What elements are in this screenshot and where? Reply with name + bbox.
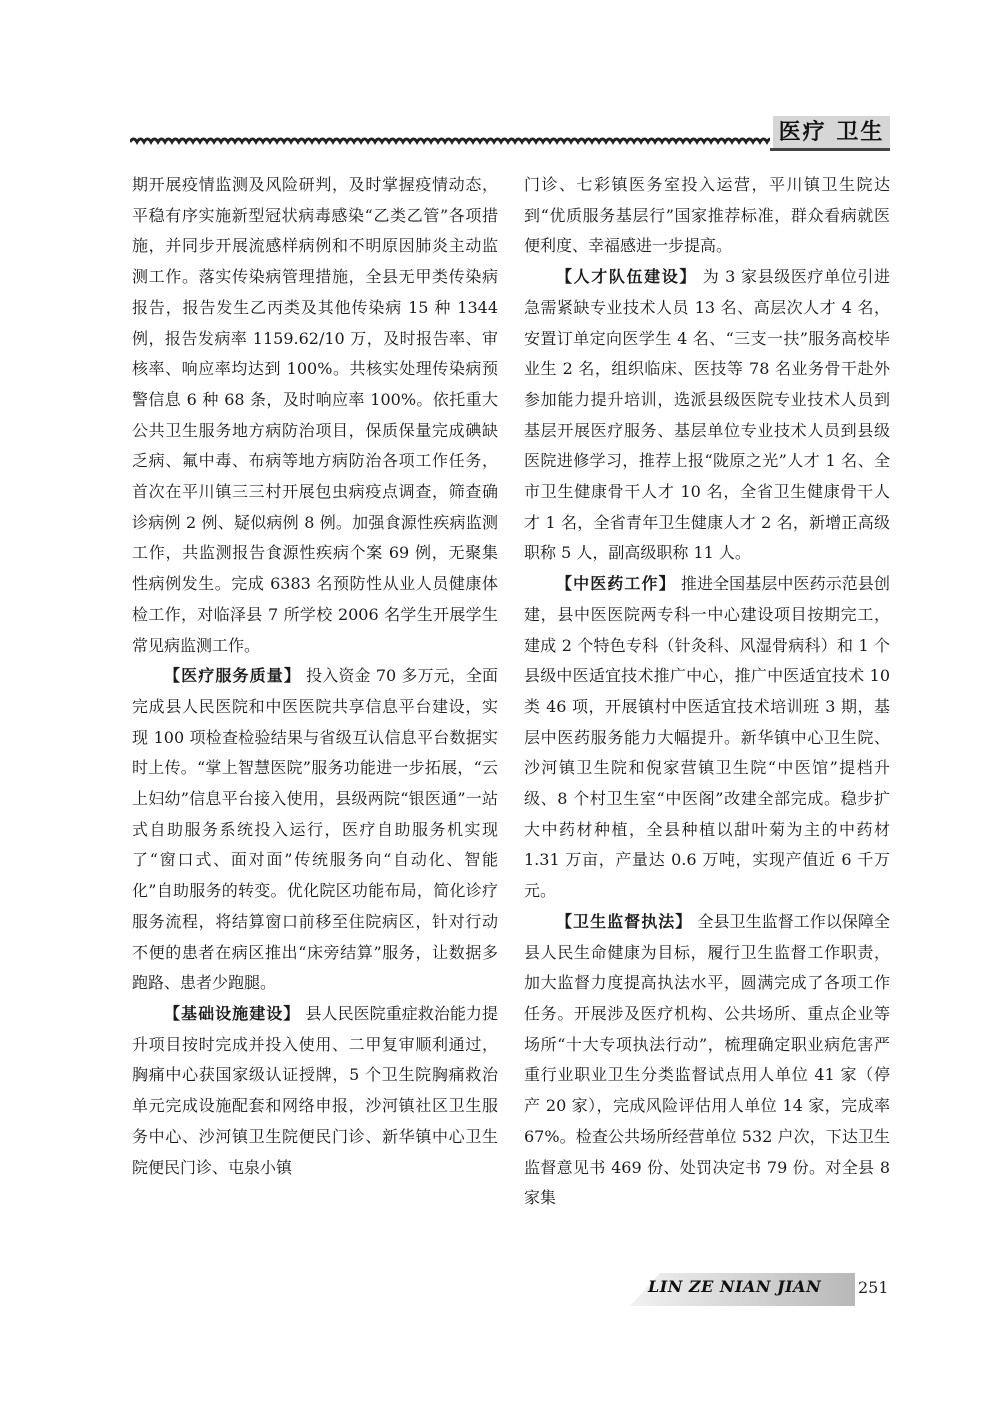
left-paragraph-2 <box>132 661 498 999</box>
page-number: 251 <box>858 1278 889 1297</box>
left-paragraph-3-body: 县人民医院重症救治能力提升项目按时完成并投入使用、二甲复审顺利通过，胸痛中心获国家级认证授牌，5 个卫生院胸痛救治单元完成设施配套和网络申报，沙河镇社区卫生服务中心、沙河镇卫生院便民门诊、新华镇中心卫生院便民门诊、屯泉小镇 <box>132 1003 498 1177</box>
heading-infrastructure: 【基础设施建设】 <box>164 1003 301 1023</box>
heading-talent-team: 【人才队伍建设】 <box>556 267 698 287</box>
right-paragraph-4 <box>524 907 890 1214</box>
heading-tcm-work: 【中医药工作】 <box>556 574 676 594</box>
running-title: LIN ZE NIAN JIAN <box>648 1277 822 1296</box>
left-paragraph-2-body: 投入资金 70 多万元，全面完成县人民医院和中医医院共享信息平台建设，实现 100 项检查检验结果与省级互认信息平台数据实时上传。“掌上智慧医院”服务功能进一步拓展，“云上妇幼”信息平台接入使用，县级两院“银医通”一站式自助服务系统投入运行，医疗自助服务机实现了“窗口式、面对面”传统服务向“自动化、智能化”自助服务的转变。优化院区功能布局，简化诊疗服务流程，将结算窗口前移至住院病区，针对行动不便的患者在病区推出“床旁结算”服务，让数据多跑路、患者少跑腿。 <box>132 666 498 993</box>
heading-health-supervision: 【卫生监督执法】 <box>556 911 693 931</box>
right-paragraph-1: 门诊、七彩镇医务室投入运营，平川镇卫生院达到“优质服务基层行”国家推荐标准，群众看病就医便利度、幸福感进一步提高。 <box>524 175 890 256</box>
header-wave-rule <box>130 127 770 157</box>
section-tag: 医疗 卫生 <box>773 116 890 148</box>
left-column <box>132 170 498 1183</box>
right-paragraph-4-body: 全县卫生监督工作以保障全县人民生命健康为目标，履行卫生监督工作职责，加大监督力度提高执法水平，圆满完成了各项工作任务。开展涉及医疗机构、公共场所、重点企业等场所“十大专项执法行动”，梳理确定职业病危害严重行业职业卫生分类监督试点用人单位 41 家（停产 20 家），完成风险评估用人单位 14 家，完成率 67%。检查公共场所经营单位 532 户次，下达卫生监督意见书 469 份、处罚决定书 79 份。对全县 8 家集 <box>524 911 890 1208</box>
heading-medical-service-quality: 【医疗服务质量】 <box>164 666 301 686</box>
right-paragraph-3 <box>524 569 890 907</box>
right-paragraph-2-body: 为 3 家县级医疗单位引进急需紧缺专业技术人员 13 名、高层次人才 4 名，安置订单定向医学生 4 名、“三支一扶”服务高校毕业生 2 名，组织临床、医技等 78 名业务骨干赴外参加能力提升培训，选派县级医院专业技术人员到基层开展医疗服务、基层单位专业技术人员到县级医院进修学习，推荐上报“陇原之光”人才 1 名、全市卫生健康骨干人才 10 名，全省卫生健康骨干人才 1 名，全省青年卫生健康人才 2 名，新增正高级职称 5 人，副高级职称 11 人。 <box>524 267 890 563</box>
right-paragraph-3-body: 推进全国基层中医药示范县创建，县中医医院两专科一中心建设项目按期完工，建成 2 个特色专科（针灸科、风湿骨病科）和 1 个县级中医适宜技术推广中心，推广中医适宜技术 10 类 46 项，开展镇村中医适宜技术培训班 3 期，基层中医药服务能力大幅提升。新华镇中心卫生院、沙河镇卫生院和倪家营镇卫生院“中医馆”提档升级、8 个村卫生室“中医阁”改建全部完成。稳步扩大中药材种植，全县种植以甜叶菊为主的中药材 1.31 万亩，产量达 0.6 万吨，实现产值近 6 千万元。 <box>524 574 890 901</box>
left-paragraph-1: 期开展疫情监测及风险研判，及时掌握疫情动态，平稳有序实施新型冠状病毒感染“乙类乙管”各项措施，并同步开展流感样病例和不明原因肺炎主动监测工作。落实传染病管理措施，全县无甲类传染病报告，报告发生乙丙类及其他传染病 15 种 1344 例，报告发病率 1159.62/10 万，及时报告率、审核率、响应率均达到 100%。共核实处理传染病预警信息 6 种 68 条，及时响应率 100%。依托重大公共卫生服务地方病防治项目，保质保量完成碘缺乏病、氟中毒、布病等地方病防治各项工作任务，首次在平川镇三三村开展包虫病疫点调查，筛查确诊病例 2 例、疑似病例 8 例。加强食源性疾病监测工作，共监测报告食源性疾病个案 69 例，无聚集性病例发生。完成 6383 名预防性从业人员健康体检工作，对临泽县 7 所学校 2006 名学生开展学生常见病监测工作。 <box>132 175 498 655</box>
section-tag-shadow <box>770 148 890 151</box>
right-paragraph-2 <box>524 262 890 569</box>
right-column <box>524 170 890 1214</box>
left-paragraph-3 <box>132 999 498 1183</box>
